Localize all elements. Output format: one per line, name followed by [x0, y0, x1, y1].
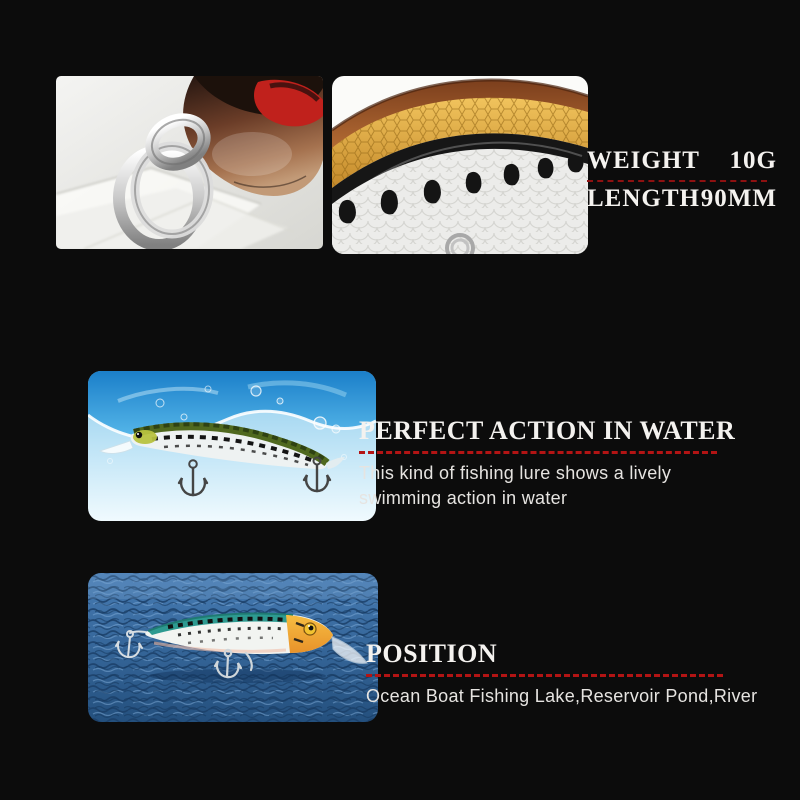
- action-description-line2: swimming action in water: [359, 488, 568, 509]
- action-title: PERFECT ACTION IN WATER: [359, 416, 736, 445]
- photo-sea-surface: [88, 573, 378, 722]
- length-spec: [587, 185, 777, 214]
- scale-pattern-illustration: [332, 76, 588, 254]
- weight-spec: [587, 147, 777, 176]
- specs-block: [587, 147, 777, 214]
- sea-surface-illustration: [88, 573, 378, 722]
- position-description: Ocean Boat Fishing Lake,Reservoir Pond,River: [366, 686, 758, 707]
- weight-value: 10G: [729, 147, 777, 174]
- photo-underwater-action: [88, 371, 376, 521]
- photo-ring-closeup: [56, 76, 323, 249]
- fish-flank: [332, 80, 588, 254]
- red-dashed-underline: [366, 674, 723, 677]
- action-description-line1: This kind of fishing lure shows a lively: [359, 463, 672, 484]
- photo-body-closeup: [332, 76, 588, 254]
- length-label: LENGTH: [587, 184, 700, 212]
- underwater-action-illustration: [88, 371, 376, 521]
- position-section: [366, 640, 776, 709]
- length-value: 90MM: [700, 184, 777, 212]
- position-title: POSITION: [366, 639, 498, 668]
- action-section: [359, 417, 739, 511]
- split-ring-closeup-illustration: [56, 76, 323, 249]
- red-dashed-underline: [359, 451, 717, 454]
- red-dashed-divider: [587, 180, 767, 182]
- weight-label: WEIGHT: [587, 147, 700, 174]
- sea-horizon-light: [88, 573, 378, 599]
